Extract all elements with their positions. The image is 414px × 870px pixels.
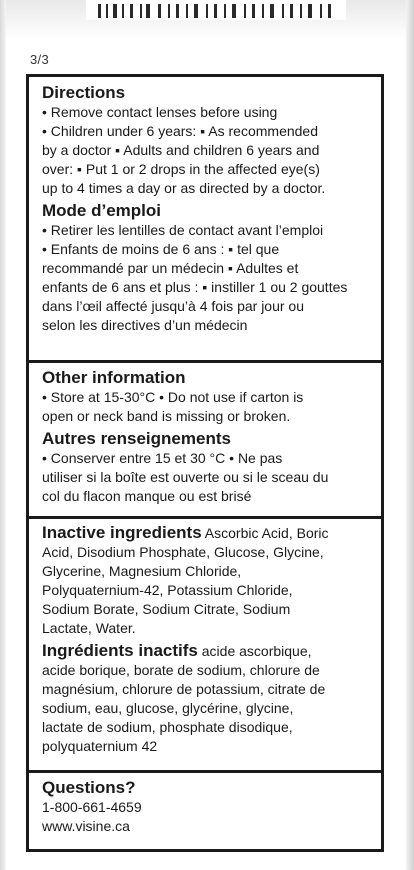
- mode-emploi-line: • Retirer les lentilles de contact avant l’emploi: [42, 222, 324, 238]
- mode-emploi-line: selon les directives d’un médecin: [42, 317, 248, 333]
- ingredients-inactifs-heading: Ingrédients inactifs: [42, 641, 198, 660]
- ingredients-inactifs-line: magnésium, chlorure de potassium, citrate de: [42, 681, 326, 697]
- mode-emploi-line: • Enfants de moins de 6 ans : ▪ tel que: [42, 241, 280, 257]
- section-divider: [29, 360, 381, 363]
- other-information-line: • Store at 15-30°C • Do not use if carton is: [42, 389, 304, 405]
- directions-line: up to 4 times a day or as directed by a doctor.: [42, 180, 326, 196]
- inactive-ingredients-line: Acid, Disodium Phosphate, Glucose, Glycine,: [42, 544, 324, 560]
- barcode-strip: [86, 0, 346, 20]
- website-url: www.visine.ca: [42, 818, 130, 834]
- inactive-ingredients-section: [29, 523, 381, 756]
- directions-line: by a doctor ▪ Adults and children 6 years and: [42, 142, 320, 158]
- left-edge-shadow: [0, 0, 6, 870]
- other-information-line: open or neck band is missing or broken.: [42, 408, 291, 424]
- directions-line: over: ▪ Put 1 or 2 drops in the affected eye(s): [42, 161, 320, 177]
- questions-heading: Questions?: [42, 778, 136, 797]
- directions-line: • Children under 6 years: ▪ As recommended: [42, 123, 319, 139]
- ingredients-inactifs-line: acide borique, borate de sodium, chlorure de: [42, 662, 320, 678]
- autres-renseignements-line: col du flacon manque ou est brisé: [42, 488, 252, 504]
- section-divider: [29, 770, 381, 773]
- ingredients-inactifs-line: lactate de sodium, phosphate disodique,: [42, 719, 293, 735]
- inactive-ingredients-line: Lactate, Water.: [42, 620, 136, 636]
- autres-renseignements-line: utiliser si la boîte est ouverte ou si le sceau du: [42, 469, 329, 485]
- section-divider: [29, 516, 381, 519]
- mode-emploi-line: recommandé par un médecin ▪ Adultes et: [42, 260, 299, 276]
- drug-facts-panel: [26, 74, 384, 852]
- mode-emploi-heading: Mode d’emploi: [42, 201, 161, 220]
- inactive-ingredients-heading: Inactive ingredients: [42, 523, 202, 542]
- other-information-heading: Other information: [42, 368, 186, 387]
- directions-heading: Directions: [42, 83, 126, 102]
- ingredients-inactifs-line: sodium, eau, glucose, glycérine, glycine,: [42, 700, 294, 716]
- directions-section: [29, 82, 381, 335]
- right-edge-shadow: [406, 0, 414, 870]
- page-number: 3/3: [30, 52, 49, 67]
- inactive-ingredients-first-line: [42, 523, 371, 543]
- inactive-ingredients-line: Polyquaternium-42, Potassium Chloride,: [42, 582, 293, 598]
- phone-number: 1-800-661-4659: [42, 799, 142, 815]
- autres-renseignements-heading: Autres renseignements: [42, 429, 231, 448]
- directions-line: • Remove contact lenses before using: [42, 104, 278, 120]
- mode-emploi-line: dans l’œil affecté jusqu’à 4 fois par jour ou: [42, 298, 304, 314]
- autres-renseignements-line: • Conserver entre 15 et 30 °C • Ne pas: [42, 450, 283, 466]
- inactive-ingredients-line: Sodium Borate, Sodium Citrate, Sodium: [42, 601, 291, 617]
- ingredients-inactifs-first-line: [42, 641, 371, 661]
- ingredients-inactifs-text: acide ascorbique,: [201, 643, 312, 659]
- mode-emploi-line: enfants de 6 ans et plus : ▪ instiller 1 ou 2 gouttes: [42, 279, 348, 295]
- inactive-ingredients-line: Glycerine, Magnesium Chloride,: [42, 563, 242, 579]
- other-information-section: [29, 367, 381, 506]
- inactive-ingredients-text: Ascorbic Acid, Boric: [204, 525, 329, 541]
- questions-section: [29, 777, 381, 836]
- ingredients-inactifs-line: polyquaternium 42: [42, 738, 158, 754]
